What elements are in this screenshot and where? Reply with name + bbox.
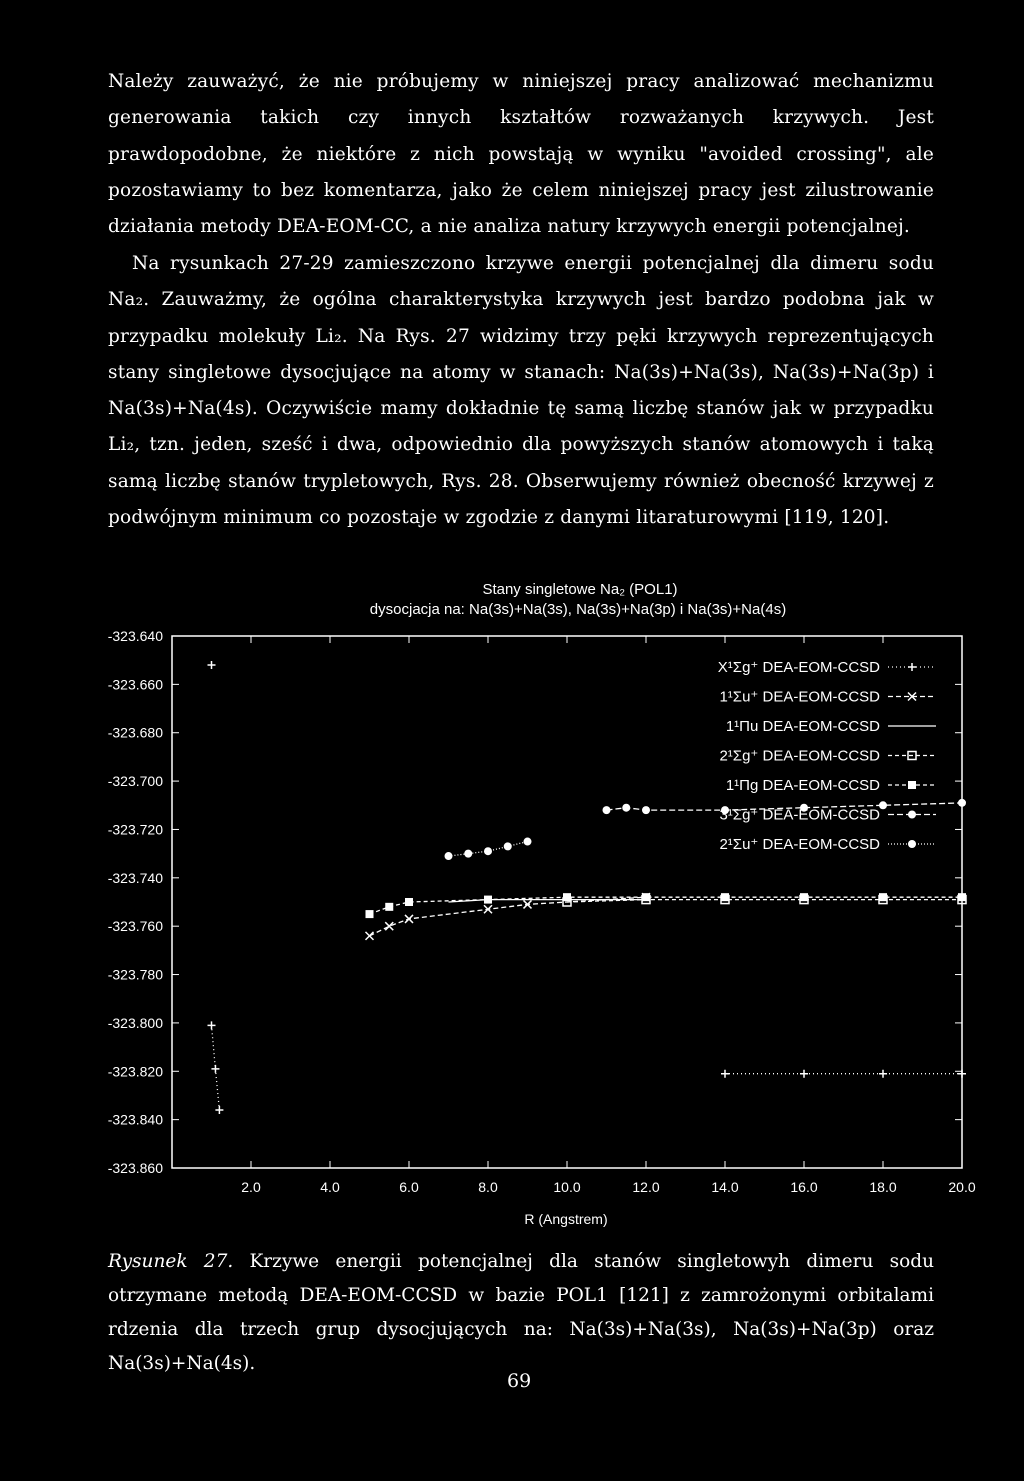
paragraph-2: Na rysunkach 27-29 zamieszczono krzywe energii potencjalnej dla dimeru sodu Na₂. Zauważmy, że ogólna charakterystyka krzywych jest bardzo podobna jak w przypadku molekuły Li₂. Na Rys. 27 widzimy trzy pęki krzywych reprezentujących stany singletowe dysocjujące na atomy w stanach: Na(3s)+Na(3s), Na(3s)+Na(3p) i Na(3s)+Na(4s). Oczywiście mamy dokładnie tę samą liczbę stanów jak w przypadku Li₂, tzn. jeden, sześć i dwa, odpowiednio dla powyższych stanów atomowych i taką samą liczbę stanów trypletowych, Rys. 28. Obserwujemy również obecność krzywej z podwójnym minimum co pozostaje w zgodzie z danymi litaraturowymi [119, 120]. [108, 253, 934, 529]
y-tick-label: -323.840 [107, 1111, 163, 1128]
y-tick-label: -323.640 [107, 628, 163, 644]
data-point [366, 932, 374, 940]
data-point [405, 915, 413, 923]
y-tick-label: -323.820 [107, 1063, 163, 1080]
data-point [405, 898, 413, 906]
extra-point [208, 661, 216, 669]
data-point [385, 903, 393, 911]
x-tick-label: 10.0 [553, 1179, 581, 1195]
x-tick-label: 6.0 [399, 1179, 419, 1195]
chart-subtitle: dysocjacja na: Na(3s)+Na(3s), Na(3s)+Na(3p) i Na(3s)+Na(4s) [369, 601, 787, 618]
x-axis-label: R (Angstrem) [524, 1211, 608, 1227]
data-point [642, 893, 650, 901]
y-tick-label: -323.720 [107, 821, 163, 838]
series-0 [208, 1021, 967, 1114]
y-tick-label: -323.760 [107, 918, 163, 935]
legend-label: 1¹Πu DEA-EOM-CCSD [725, 718, 880, 735]
potential-energy-chart [0, 570, 1024, 1240]
data-point [504, 842, 512, 850]
legend-label: 2¹Σg⁺ DEA-EOM-CCSD [719, 747, 880, 765]
x-tick-label: 20.0 [948, 1179, 976, 1195]
data-point [366, 910, 374, 918]
data-point [908, 840, 916, 848]
paragraph-1: Należy zauważyć, że nie próbujemy w niniejszej pracy analizować mechanizmu generowania takich czy innych kształtów rozważanych krzywych. Jest prawdopodobne, że niektóre z nich powstają w wyniku "avoided crossing", ale pozostawiamy to bez komentarza, jako że celem niniejszej pracy jest zilustrowanie działania metody DEA-EOM-CC, a nie analiza natury krzywych energii potencjalnej. [108, 71, 934, 238]
series-4 [366, 893, 967, 918]
series-line [567, 900, 962, 902]
data-point [721, 1070, 729, 1078]
data-point [484, 847, 492, 855]
data-point [879, 893, 887, 901]
data-point [958, 799, 966, 807]
data-point [603, 806, 611, 814]
data-point [642, 806, 650, 814]
y-tick-label: -323.740 [107, 869, 163, 886]
caption-label: Rysunek 27. [108, 1251, 234, 1272]
series-6 [445, 838, 532, 861]
data-point [208, 661, 216, 669]
x-tick-label: 2.0 [241, 1179, 261, 1195]
legend-label: 1¹Πg DEA-EOM-CCSD [725, 777, 880, 794]
data-point [908, 663, 916, 671]
data-point [622, 804, 630, 812]
data-point [215, 1106, 223, 1114]
data-point [484, 896, 492, 904]
data-point [385, 922, 393, 930]
legend-label: 3¹Σg⁺ DEA-EOM-CCSD [719, 806, 880, 824]
data-point [464, 850, 472, 858]
data-point [208, 1021, 216, 1029]
y-tick-label: -323.700 [107, 773, 163, 790]
data-point [445, 852, 453, 860]
y-tick-label: -323.780 [107, 966, 163, 983]
figure-caption [108, 1245, 934, 1381]
data-point [958, 893, 966, 901]
chart-title: Stany singletowe Na₂ (POL1) [482, 581, 678, 598]
data-point [879, 801, 887, 809]
caption-text: Krzywe energii potencjalnej dla stanów singletowyh dimeru sodu otrzymane metodą DEA-EOM-CCSD w bazie POL1 [121] z zamrożonymi orbitalami rdzenia dla trzech grup dysocjujących na: Na(3s)+Na(3s), Na(3s)+Na(3p) oraz Na(3s)+Na(4s). [108, 1251, 934, 1374]
y-tick-label: -323.680 [107, 724, 163, 741]
x-tick-label: 8.0 [478, 1179, 498, 1195]
x-tick-label: 12.0 [632, 1179, 660, 1195]
legend-label: 2¹Σu⁺ DEA-EOM-CCSD [719, 836, 880, 853]
x-tick-label: 14.0 [711, 1179, 739, 1195]
data-point [800, 1070, 808, 1078]
data-point [800, 893, 808, 901]
y-tick-label: -323.660 [107, 676, 163, 693]
y-tick-label: -323.800 [107, 1014, 163, 1031]
data-point [524, 838, 532, 846]
x-tick-label: 4.0 [320, 1179, 340, 1195]
data-point [484, 905, 492, 913]
page-number: 69 [507, 1370, 532, 1392]
data-point [908, 811, 916, 819]
y-tick-label: -323.860 [107, 1160, 163, 1176]
data-point [211, 1065, 219, 1073]
x-tick-label: 18.0 [869, 1179, 897, 1195]
x-tick-label: 16.0 [790, 1179, 818, 1195]
legend-label: 1¹Σu⁺ DEA-EOM-CCSD [719, 688, 880, 706]
data-point [879, 1070, 887, 1078]
data-point [524, 900, 532, 908]
data-point [563, 893, 571, 901]
data-point [721, 893, 729, 901]
series-line [212, 1025, 963, 1110]
data-point [908, 781, 916, 789]
legend-label: X¹Σg⁺ DEA-EOM-CCSD [717, 659, 880, 676]
